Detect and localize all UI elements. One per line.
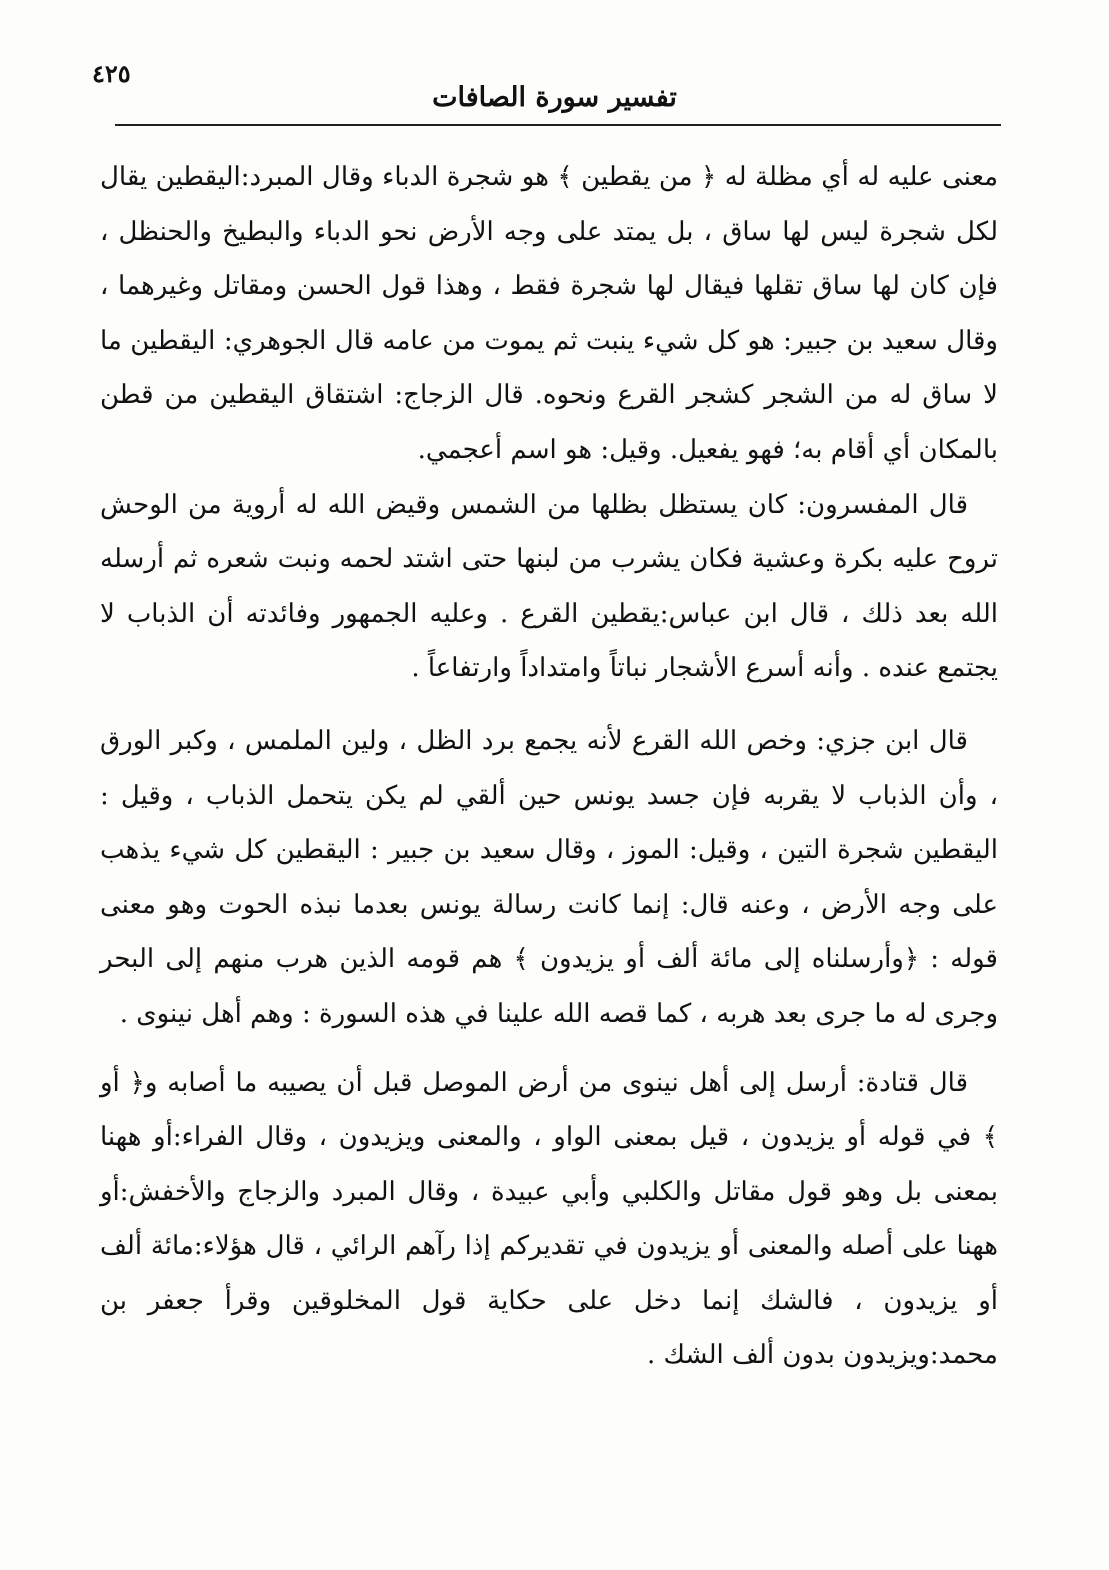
header-rule [115,124,1001,126]
page-number: ٤٢٥ [92,59,131,88]
paragraph-ibn-juzayy: قال ابن جزي: وخص الله القرع لأنه يجمع برد الظل ، ولين الملمس ، وكبر الورق ، وأن الذباب لا يقربه فإن جسد يونس حين ألقي لم يكن يتحمل الذباب ، وقيل : اليقطين شجرة التين ، وقيل: الموز ، وقال سعيد بن جبير : اليقطين كل شيء يذهب على وجه الأرض ، وعنه قال: إنما كانت رسالة يونس بعدما نبذه الحوت وهو معنى قوله : ﴿وأرسلناه إلى مائة ألف أو يزيدون ﴾ هم قومه الذين هرب منهم إلى البحر وجرى له ما جرى بعد هربه ، كما قصه الله علينا في هذه السورة : وهم أهل نينوى . [100,725,998,1029]
paragraph-mufassirun: قال المفسرون: كان يستظل بظلها من الشمس وقيض الله له أروية من الوحش تروح عليه بكرة وعشية فكان يشرب من لبنها حتى اشتد لحمه ونبت شعره ثم أرسله الله بعد ذلك ، قال ابن عباس:يقطين القرع . وعليه الجمهور وفائدته أن الذباب لا يجتمع عنده . وأنه أسرع الأشجار نباتاً وامتداداً وارتفاعاً . [100,489,998,684]
page-body [100,150,998,1383]
paragraph-yaqtin-definition: معنى عليه له أي مظلة له ﴿ من يقطين ﴾ هو شجرة الدباء وقال المبرد:اليقطين يقال لكل شجرة ليس لها ساق ، بل يمتد على وجه الأرض نحو الدباء والبطيخ والحنظل ، فإن كان لها ساق تقلها فيقال لها شجرة فقط ، وهذا قول الحسن ومقاتل وغيرهما ، وقال سعيد بن جبير: هو كل شيء ينبت ثم يموت من عامه قال الجوهري: اليقطين ما لا ساق له من الشجر كشجر القرع ونحوه. قال الزجاج: اشتقاق اليقطين من قطن بالمكان أي أقام به؛ فهو يفعيل. وقيل: هو اسم أعجمي. [100,162,998,465]
paragraph-qatada: قال قتادة: أرسل إلى أهل نينوى من أرض الموصل قبل أن يصيبه ما أصابه و﴿ أو ﴾ في قوله أو يزيدون ، قيل بمعنى الواو ، والمعنى ويزيدون ، وقال الفراء:أو ههنا بمعنى بل وهو قول مقاتل والكلبي وأبي عبيدة ، وقال المبرد والزجاج والأخفش:أو ههنا على أصله والمعنى أو يزيدون في تقديركم إذا رآهم الرائي ، قال هؤلاء:مائة ألف أو يزيدون ، فالشك إنما دخل على حكاية قول المخلوقين وقرأ جعفر بن محمد:ويزيدون بدون ألف الشك . [100,1067,998,1371]
running-title: تفسير سورة الصافات [432,82,677,113]
